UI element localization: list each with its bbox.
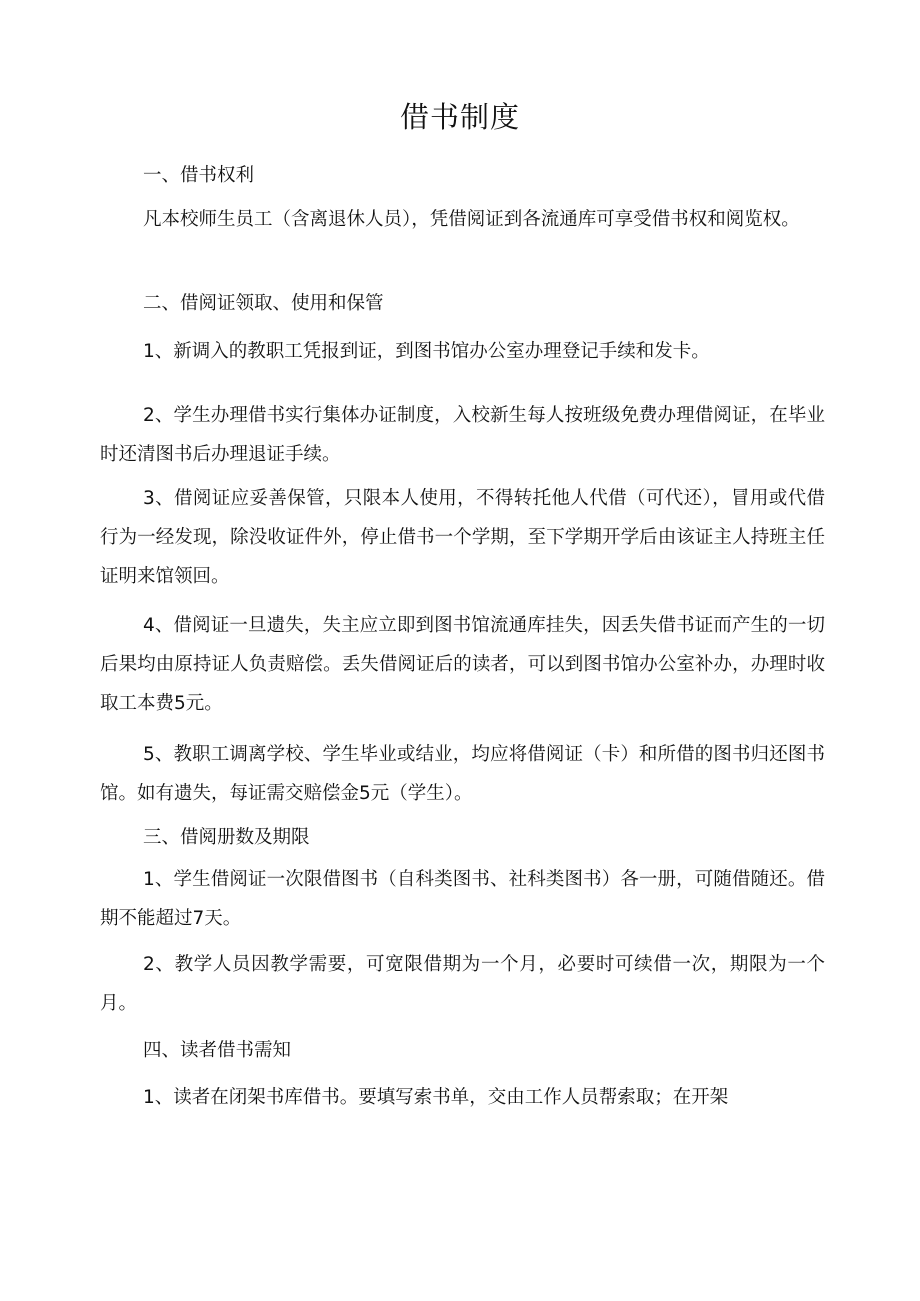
paragraph-card-rule-4: 4、借阅证一旦遗失，失主应立即到图书馆流通库挂失，因丢失借书证而产生的一切后果均由原持证人负责赔偿。丢失借阅证后的读者，可以到图书馆办公室补办，办理时收取工本费5元。: [100, 615, 825, 714]
section-heading-card-management: 二、借阅证领取、使用和保管: [143, 293, 384, 314]
document-title: 借书制度: [399, 100, 520, 134]
paragraph-card-rule-3: 3、借阅证应妥善保管，只限本人使用，不得转托他人代借（可代还），冒用或代借行为一经发现，除没收证件外，停止借书一个学期，至下学期开学后由该证主人持班主任证明来馆领回。: [100, 488, 825, 587]
section-heading-reader-notice: 四、读者借书需知: [143, 1040, 292, 1061]
paragraph-card-rule-5: 5、教职工调离学校、学生毕业或结业，均应将借阅证（卡）和所借的图书归还图书馆。如有遗失，每证需交赔偿金5元（学生）。: [100, 744, 825, 804]
paragraph-limit-rule-1: 1、学生借阅证一次限借图书（自科类图书、社科类图书）各一册，可随借随还。借期不能超过7天。: [100, 869, 825, 929]
paragraph-card-rule-2: 2、学生办理借书实行集体办证制度，入校新生每人按班级免费办理借阅证，在毕业时还清图书后办理退证手续。: [100, 405, 825, 465]
paragraph-card-rule-1: 1、新调入的教职工凭报到证，到图书馆办公室办理登记手续和发卡。: [143, 341, 710, 362]
section-heading-limits: 三、借阅册数及期限: [143, 827, 310, 848]
paragraph-eligibility: 凡本校师生员工（含离退休人员），凭借阅证到各流通库可享受借书权和阅览权。: [143, 209, 800, 230]
section-heading-borrowing-rights: 一、借书权利: [143, 165, 255, 186]
paragraph-limit-rule-2: 2、教学人员因教学需要，可宽限借期为一个月，必要时可续借一次，期限为一个月。: [100, 954, 825, 1014]
paragraph-notice-rule-1: 1、读者在闭架书库借书。要填写索书单，交由工作人员帮索取；在开架: [143, 1087, 729, 1108]
